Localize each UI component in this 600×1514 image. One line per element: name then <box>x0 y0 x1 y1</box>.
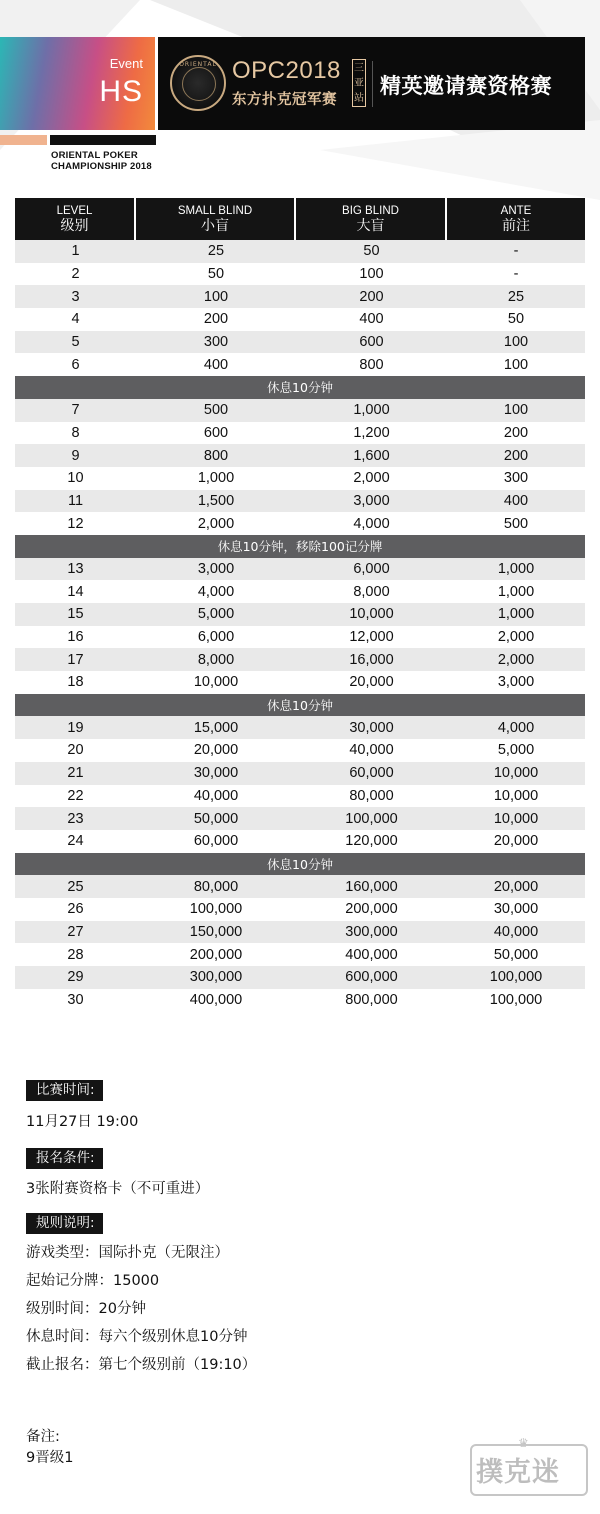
watermark-logo <box>470 1436 588 1498</box>
table-row <box>15 512 585 535</box>
cell-small-blind: 10,000 <box>136 671 296 694</box>
time-label: 比赛时间: <box>26 1080 103 1101</box>
cell-level: 13 <box>15 558 136 581</box>
accent-bar-black <box>50 135 156 145</box>
cell-level: 16 <box>15 626 136 649</box>
cell-ante: 1,000 <box>447 603 585 626</box>
cell-small-blind: 50 <box>136 263 296 286</box>
table-row <box>15 921 585 944</box>
entry-label: 报名条件: <box>26 1148 103 1169</box>
organization-name <box>51 150 152 172</box>
cell-level: 15 <box>15 603 136 626</box>
cell-big-blind: 50 <box>296 240 447 263</box>
cell-big-blind: 20,000 <box>296 671 447 694</box>
event-name: 精英邀请赛资格赛 <box>380 74 552 98</box>
break-text: 休息10分钟，移除100记分牌 <box>15 535 585 558</box>
cell-small-blind: 800 <box>136 444 296 467</box>
table-row <box>15 966 585 989</box>
blind-structure-table <box>15 198 585 1011</box>
cell-big-blind: 800,000 <box>296 989 447 1012</box>
break-row <box>15 535 585 558</box>
cell-level: 11 <box>15 490 136 513</box>
cell-level: 20 <box>15 739 136 762</box>
cell-small-blind: 2,000 <box>136 512 296 535</box>
table-row <box>15 875 585 898</box>
cell-big-blind: 600,000 <box>296 966 447 989</box>
rule-starting-chips: 起始记分牌：15000 <box>26 1273 160 1289</box>
cell-ante: - <box>447 263 585 286</box>
cell-small-blind: 1,500 <box>136 490 296 513</box>
cell-big-blind: 6,000 <box>296 558 447 581</box>
column-header-big-blind: BIG BLIND 大盲 <box>296 198 447 240</box>
cell-ante: 100 <box>447 353 585 376</box>
table-row <box>15 285 585 308</box>
cell-big-blind: 300,000 <box>296 921 447 944</box>
cell-big-blind: 12,000 <box>296 626 447 649</box>
table-row <box>15 308 585 331</box>
table-row <box>15 785 585 808</box>
table-row <box>15 762 585 785</box>
table-row <box>15 490 585 513</box>
cell-small-blind: 25 <box>136 240 296 263</box>
break-text: 休息10分钟 <box>15 376 585 399</box>
cell-small-blind: 40,000 <box>136 785 296 808</box>
cell-small-blind: 8,000 <box>136 648 296 671</box>
cell-ante: 5,000 <box>447 739 585 762</box>
cell-small-blind: 60,000 <box>136 830 296 853</box>
cell-big-blind: 400,000 <box>296 943 447 966</box>
cell-small-blind: 200,000 <box>136 943 296 966</box>
cell-level: 1 <box>15 240 136 263</box>
cell-level: 27 <box>15 921 136 944</box>
table-row <box>15 648 585 671</box>
cell-level: 7 <box>15 399 136 422</box>
cell-big-blind: 800 <box>296 353 447 376</box>
break-text: 休息10分钟 <box>15 853 585 876</box>
brand-subtitle: 东方扑克冠军赛 <box>232 92 337 108</box>
cell-big-blind: 4,000 <box>296 512 447 535</box>
cell-small-blind: 50,000 <box>136 807 296 830</box>
cell-level: 17 <box>15 648 136 671</box>
cell-small-blind: 100,000 <box>136 898 296 921</box>
cell-big-blind: 30,000 <box>296 716 447 739</box>
cell-ante: 10,000 <box>447 785 585 808</box>
cell-level: 18 <box>15 671 136 694</box>
cell-ante: 25 <box>447 285 585 308</box>
cell-level: 28 <box>15 943 136 966</box>
cell-ante: 50 <box>447 308 585 331</box>
break-row <box>15 853 585 876</box>
cell-level: 6 <box>15 353 136 376</box>
cell-big-blind: 100 <box>296 263 447 286</box>
cell-level: 12 <box>15 512 136 535</box>
cell-ante: 300 <box>447 467 585 490</box>
cell-level: 9 <box>15 444 136 467</box>
table-row <box>15 807 585 830</box>
brand-title: OPC2018 <box>232 57 341 84</box>
event-code: HS <box>99 75 143 108</box>
table-row <box>15 263 585 286</box>
cell-small-blind: 15,000 <box>136 716 296 739</box>
time-value: 11月27日 19:00 <box>26 1114 139 1130</box>
cell-small-blind: 500 <box>136 399 296 422</box>
logo-ring-text: ORIENTAL <box>179 61 217 68</box>
cell-big-blind: 200,000 <box>296 898 447 921</box>
column-header-level: LEVEL 级别 <box>15 198 136 240</box>
table-row <box>15 943 585 966</box>
table-row <box>15 353 585 376</box>
table-row <box>15 989 585 1012</box>
table-row <box>15 240 585 263</box>
cell-level: 14 <box>15 580 136 603</box>
cell-ante: 500 <box>447 512 585 535</box>
cell-ante: 50,000 <box>447 943 585 966</box>
table-header-row <box>15 198 585 240</box>
opc-logo-icon <box>170 55 226 111</box>
cell-small-blind: 5,000 <box>136 603 296 626</box>
cell-small-blind: 150,000 <box>136 921 296 944</box>
cell-ante: 100,000 <box>447 966 585 989</box>
cell-big-blind: 10,000 <box>296 603 447 626</box>
cell-level: 23 <box>15 807 136 830</box>
cell-level: 26 <box>15 898 136 921</box>
cell-small-blind: 30,000 <box>136 762 296 785</box>
cell-ante: 20,000 <box>447 875 585 898</box>
cell-small-blind: 400 <box>136 353 296 376</box>
table-row <box>15 830 585 853</box>
cell-level: 8 <box>15 422 136 445</box>
rule-late-registration: 截止报名：第七个级别前（19:10） <box>26 1357 257 1373</box>
table-row <box>15 467 585 490</box>
cell-big-blind: 160,000 <box>296 875 447 898</box>
cell-ante: 1,000 <box>447 580 585 603</box>
table-row <box>15 716 585 739</box>
cell-small-blind: 300 <box>136 331 296 354</box>
table-row <box>15 422 585 445</box>
notes-value: 9晋级1 <box>26 1450 74 1466</box>
cell-ante: 400 <box>447 490 585 513</box>
cell-level: 25 <box>15 875 136 898</box>
break-row <box>15 376 585 399</box>
cell-level: 30 <box>15 989 136 1012</box>
notes-label: 备注: <box>26 1429 60 1445</box>
cell-big-blind: 120,000 <box>296 830 447 853</box>
banner-divider <box>372 61 373 107</box>
break-text: 休息10分钟 <box>15 694 585 717</box>
cell-small-blind: 80,000 <box>136 875 296 898</box>
cell-big-blind: 400 <box>296 308 447 331</box>
table-row <box>15 331 585 354</box>
table-body <box>15 240 585 1011</box>
cell-big-blind: 1,000 <box>296 399 447 422</box>
watermark-text: 撲克迷 <box>476 1457 560 1488</box>
cell-ante: 100 <box>447 331 585 354</box>
cell-ante: 200 <box>447 444 585 467</box>
cell-small-blind: 20,000 <box>136 739 296 762</box>
cell-level: 3 <box>15 285 136 308</box>
cell-small-blind: 200 <box>136 308 296 331</box>
title-banner <box>158 37 585 130</box>
cell-ante: - <box>447 240 585 263</box>
column-header-small-blind: SMALL BLIND 小盲 <box>136 198 296 240</box>
org-name-line2: CHAMPIONSHIP 2018 <box>51 161 152 172</box>
cell-level: 4 <box>15 308 136 331</box>
cell-big-blind: 1,200 <box>296 422 447 445</box>
cell-big-blind: 200 <box>296 285 447 308</box>
cell-ante: 1,000 <box>447 558 585 581</box>
event-label: Event <box>109 56 143 71</box>
cell-big-blind: 40,000 <box>296 739 447 762</box>
cell-level: 5 <box>15 331 136 354</box>
rules-label: 规则说明: <box>26 1213 103 1234</box>
table-row <box>15 898 585 921</box>
cell-ante: 4,000 <box>447 716 585 739</box>
cell-level: 10 <box>15 467 136 490</box>
cell-small-blind: 4,000 <box>136 580 296 603</box>
cell-big-blind: 2,000 <box>296 467 447 490</box>
cell-ante: 3,000 <box>447 671 585 694</box>
column-header-ante: ANTE 前注 <box>447 198 585 240</box>
cell-small-blind: 300,000 <box>136 966 296 989</box>
region-tag: 三亚站 <box>352 59 366 107</box>
rule-game-type: 游戏类型：国际扑克（无限注） <box>26 1245 229 1261</box>
rule-break-time: 休息时间：每六个级别休息10分钟 <box>26 1329 248 1345</box>
table-row <box>15 580 585 603</box>
cell-ante: 10,000 <box>447 762 585 785</box>
cell-ante: 200 <box>447 422 585 445</box>
table-row <box>15 399 585 422</box>
cell-big-blind: 16,000 <box>296 648 447 671</box>
rule-level-time: 级别时间：20分钟 <box>26 1301 146 1317</box>
cell-ante: 100 <box>447 399 585 422</box>
cell-level: 24 <box>15 830 136 853</box>
table-row <box>15 626 585 649</box>
table-row <box>15 558 585 581</box>
cell-big-blind: 8,000 <box>296 580 447 603</box>
cell-level: 29 <box>15 966 136 989</box>
cell-ante: 20,000 <box>447 830 585 853</box>
cell-ante: 100,000 <box>447 989 585 1012</box>
entry-value: 3张附赛资格卡（不可重进） <box>26 1181 210 1197</box>
cell-small-blind: 1,000 <box>136 467 296 490</box>
crown-icon: ♛ <box>518 1436 529 1450</box>
cell-small-blind: 600 <box>136 422 296 445</box>
cell-ante: 40,000 <box>447 921 585 944</box>
cell-small-blind: 100 <box>136 285 296 308</box>
table-row <box>15 603 585 626</box>
cell-ante: 10,000 <box>447 807 585 830</box>
event-badge <box>0 37 155 130</box>
cell-ante: 2,000 <box>447 626 585 649</box>
cell-ante: 2,000 <box>447 648 585 671</box>
cell-big-blind: 1,600 <box>296 444 447 467</box>
cell-level: 19 <box>15 716 136 739</box>
cell-level: 21 <box>15 762 136 785</box>
org-name-line1: ORIENTAL POKER <box>51 150 138 161</box>
break-row <box>15 694 585 717</box>
cell-big-blind: 80,000 <box>296 785 447 808</box>
cell-big-blind: 100,000 <box>296 807 447 830</box>
cell-big-blind: 3,000 <box>296 490 447 513</box>
cell-ante: 30,000 <box>447 898 585 921</box>
table-row <box>15 444 585 467</box>
logo-emblem <box>182 67 216 101</box>
accent-bar-peach <box>0 135 47 145</box>
cell-small-blind: 3,000 <box>136 558 296 581</box>
cell-small-blind: 400,000 <box>136 989 296 1012</box>
table-row <box>15 671 585 694</box>
table-row <box>15 739 585 762</box>
cell-level: 22 <box>15 785 136 808</box>
cell-level: 2 <box>15 263 136 286</box>
cell-small-blind: 6,000 <box>136 626 296 649</box>
cell-big-blind: 60,000 <box>296 762 447 785</box>
cell-big-blind: 600 <box>296 331 447 354</box>
